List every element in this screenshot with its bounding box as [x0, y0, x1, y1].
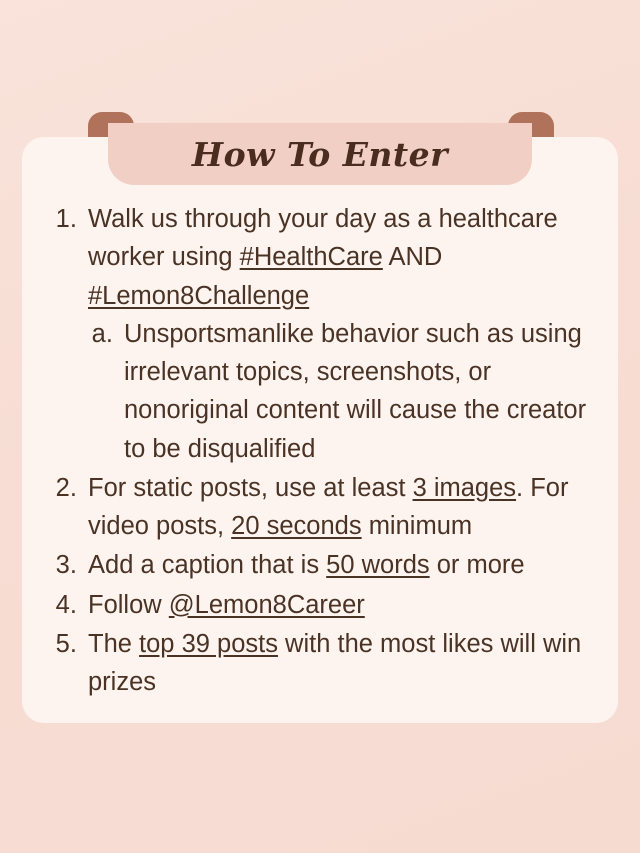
rule-5-text-0: The [88, 629, 140, 658]
rule-2-highlight-3[interactable]: 20 seconds [231, 512, 362, 540]
rule-2-text-4: minimum [361, 512, 473, 540]
rule-item-3 [84, 546, 594, 584]
rule-item-2 [84, 469, 594, 546]
rule-item-4 [84, 586, 594, 624]
rule-2-highlight-1[interactable]: 3 images [412, 473, 517, 502]
rule-3-text-2: or more [429, 551, 525, 580]
rule-subitem-1-1 [120, 315, 594, 468]
rule-4-highlight-1[interactable]: @Lemon8Career [168, 590, 365, 619]
rule-5-text-2: with the most likes will win prizes [88, 629, 582, 696]
rule-text-3 [88, 551, 525, 579]
rule-text-4 [88, 591, 365, 619]
rule-1-highlight-1[interactable]: #HealthCare [239, 243, 383, 272]
rule-4-text-0: Follow [88, 590, 169, 619]
rule-text-2 [88, 474, 568, 540]
rule-3-highlight-1[interactable]: 50 words [326, 551, 430, 580]
rule-5-highlight-1[interactable]: top 39 posts [139, 629, 278, 658]
rule-2-text-2: . For video posts, [88, 473, 569, 540]
rule-item-1 [84, 200, 594, 468]
page-title: How To Enter [191, 134, 449, 174]
rules-list [22, 200, 618, 701]
rule-3-text-0: Add a caption that is [88, 551, 327, 580]
rule-1-sub-1-text-0: Unsportsmanlike behavior such as using irrelevant topics, screenshots, or nonoriginal content will cause the creator to be disqualified [124, 319, 587, 463]
rule-1-text-0: Walk us through your day as a healthcare worker using [88, 205, 558, 272]
rule-subitem-list-1 [88, 315, 594, 468]
rule-text-1 [88, 205, 558, 310]
rule-text-5 [88, 630, 581, 696]
rule-1-text-2: AND [382, 243, 443, 272]
rule-2-text-0: For static posts, use at least [88, 473, 413, 502]
rule-1-highlight-3[interactable]: #Lemon8Challenge [88, 281, 310, 310]
rules-section [22, 200, 618, 702]
rule-item-5 [84, 625, 594, 702]
title-banner [108, 123, 532, 185]
